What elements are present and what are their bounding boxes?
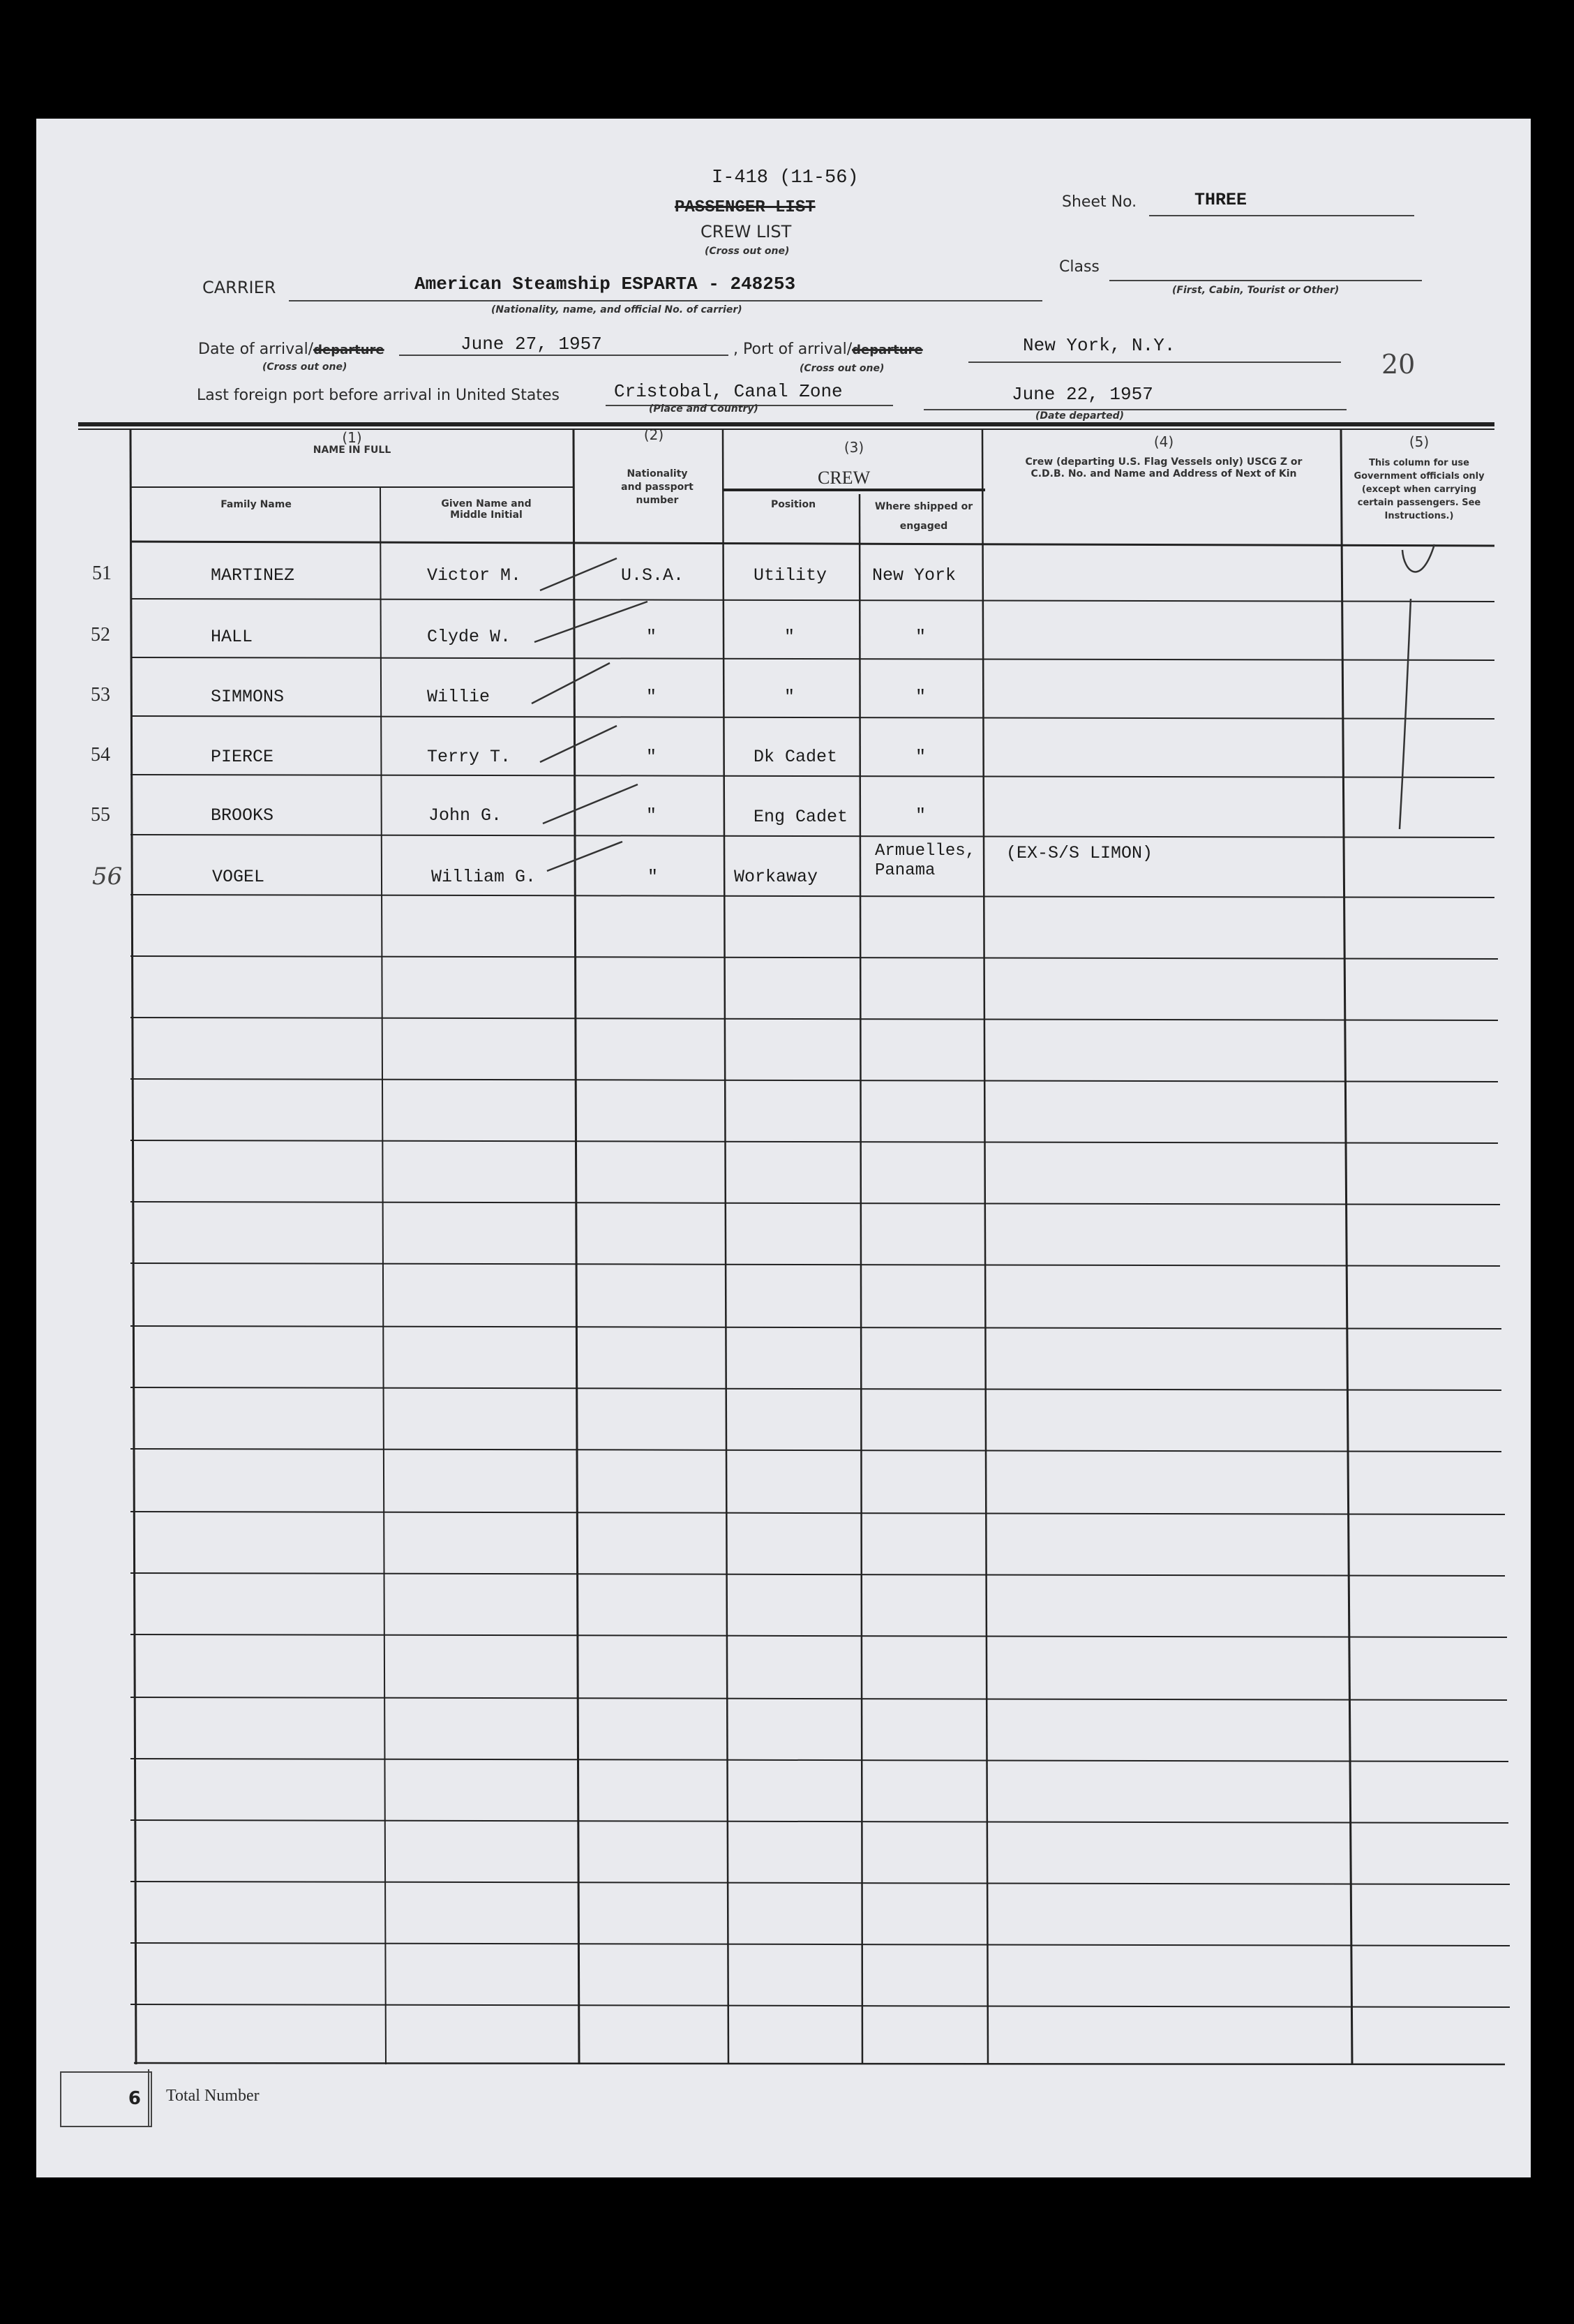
row-number: 54 <box>91 744 110 766</box>
col5-number: (5) <box>1409 433 1430 450</box>
crew-list-page <box>36 119 1531 2177</box>
port-arrival-value: New York, N.Y. <box>1023 335 1176 356</box>
col3-number: (3) <box>844 439 864 456</box>
col4-number: (4) <box>1153 433 1174 450</box>
sheet-value: THREE <box>1194 190 1247 210</box>
title-hint: (Cross out one) <box>705 246 790 257</box>
given-name: Clyde W. <box>427 627 511 647</box>
date-hint: (Cross out one) <box>262 362 347 373</box>
nationality: U.S.A. <box>621 565 684 586</box>
position: Workaway <box>734 867 818 887</box>
where-shipped: Armuelles, Panama <box>875 842 976 880</box>
position: " <box>784 687 795 707</box>
nationality: " <box>646 805 657 826</box>
port-arrival-label: , Port of arrival/departure <box>733 341 923 358</box>
col1-label: NAME IN FULL <box>313 445 391 456</box>
position: Eng Cadet <box>754 807 848 827</box>
family-name: PIERCE <box>211 747 274 767</box>
given-name: Willie <box>427 687 490 707</box>
carrier-value: American Steamship ESPARTA - 248253 <box>414 274 796 295</box>
total-number-value: 6 <box>128 2088 141 2109</box>
date-departure-struck: departure <box>313 343 384 357</box>
struck-passenger-list: PASSENGER LIST <box>675 198 816 217</box>
where-shipped: " <box>915 805 927 826</box>
nationality: " <box>646 627 657 647</box>
row-number: 53 <box>91 684 110 706</box>
position-header: Position <box>770 499 816 510</box>
row-number: 51 <box>92 563 112 584</box>
date-arrival-label: Date of arrival/departure <box>198 341 384 358</box>
crew-header: CREW <box>818 468 871 488</box>
government-use-header: This column for use Government officials only (except when carrying certain passengers. See Instructions.) <box>1354 458 1485 521</box>
nationality-header: Nationality and passport number <box>621 468 694 506</box>
given-name: John G. <box>428 805 502 826</box>
row-number: 55 <box>91 804 110 826</box>
table-grid <box>36 119 1531 2177</box>
where-shipped: " <box>915 747 927 767</box>
form-number: I-418 (11-56) <box>712 167 859 188</box>
col1-number: (1) <box>342 429 362 446</box>
family-name: SIMMONS <box>211 687 285 707</box>
last-port-label: Last foreign port before arrival in United States <box>197 387 560 404</box>
class-hint: (First, Cabin, Tourist or Other) <box>1172 285 1340 296</box>
position: Utility <box>754 565 827 586</box>
nationality: " <box>646 747 657 767</box>
nationality: " <box>647 867 659 887</box>
page-number: 20 <box>1381 349 1416 380</box>
form-title: CREW LIST <box>700 222 792 241</box>
total-number-box <box>60 2071 152 2127</box>
date-arrival-value: June 27, 1957 <box>460 334 602 355</box>
date-departed-hint: (Date departed) <box>1035 410 1125 422</box>
given-name: William G. <box>431 867 537 887</box>
family-name: BROOKS <box>211 805 274 826</box>
row-number: 56 <box>92 863 123 891</box>
col2-number: (2) <box>643 426 664 443</box>
family-name: HALL <box>211 627 253 647</box>
carrier-hint: (Nationality, name, and official No. of carrier) <box>491 304 742 315</box>
next-of-kin: (EX-S/S LIMON) <box>1006 843 1153 863</box>
where-shipped: " <box>915 687 927 707</box>
port-departure-struck: departure <box>852 343 923 357</box>
class-label: Class <box>1059 258 1100 276</box>
last-port-value: Cristobal, Canal Zone <box>614 381 843 402</box>
nationality: " <box>646 687 657 707</box>
where-shipped: New York <box>872 565 957 586</box>
given-name: Victor M. <box>427 565 522 586</box>
where-shipped-header: Where shipped or engaged <box>874 501 973 532</box>
given-name-header: Given Name and Middle Initial <box>441 498 532 521</box>
family-name-header: Family Name <box>220 499 292 510</box>
family-name: MARTINEZ <box>211 565 295 586</box>
carrier-label: CARRIER <box>202 278 276 297</box>
date-departed-value: June 22, 1957 <box>1012 384 1153 405</box>
next-of-kin-header: Crew (departing U.S. Flag Vessels only) USCG Z or C.D.B. No. and Name and Address of Next of Kin <box>1025 456 1303 479</box>
given-name: Terry T. <box>427 747 511 767</box>
last-port-hint: (Place and Country) <box>649 403 758 415</box>
position: Dk Cadet <box>754 747 838 767</box>
position: " <box>784 627 795 647</box>
sheet-label: Sheet No. <box>1062 193 1137 211</box>
total-number-label: Total Number <box>166 2087 260 2105</box>
where-shipped: " <box>915 627 927 647</box>
row-number: 52 <box>91 624 110 646</box>
family-name: VOGEL <box>212 867 265 887</box>
port-hint: (Cross out one) <box>800 363 885 374</box>
